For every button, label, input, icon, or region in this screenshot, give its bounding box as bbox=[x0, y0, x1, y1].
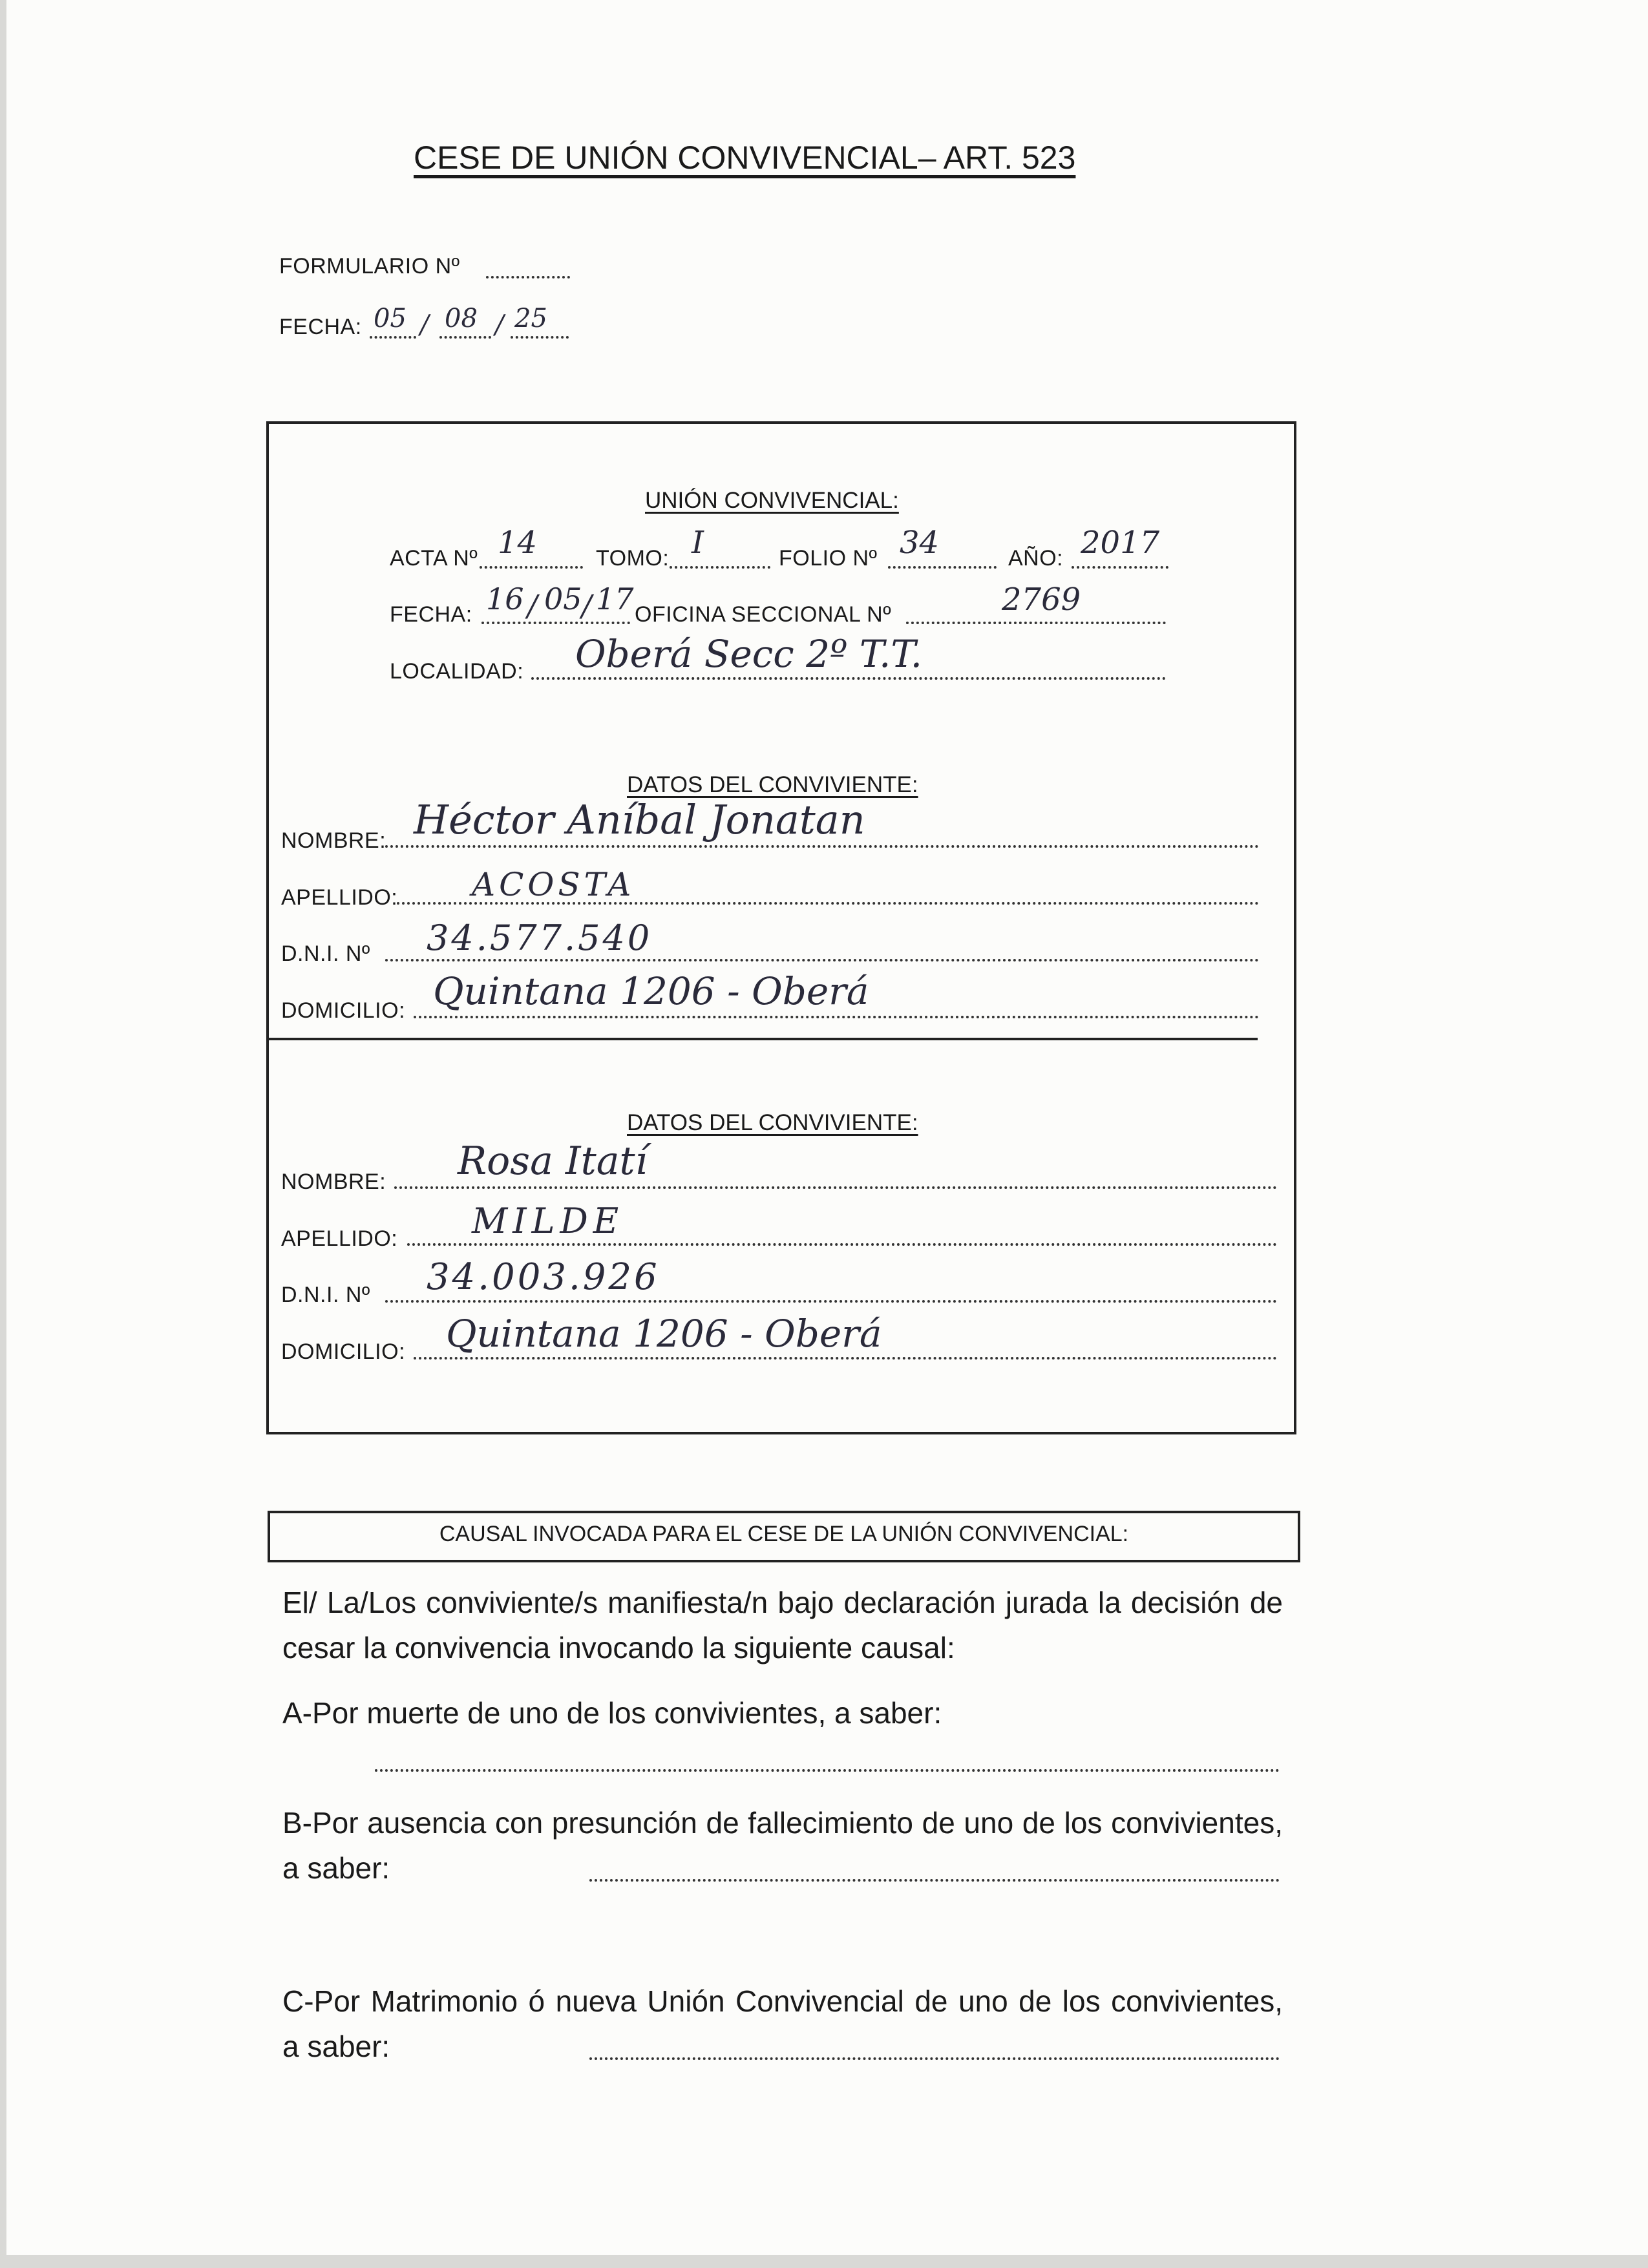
conviviente2-apellido-field[interactable] bbox=[407, 1243, 1277, 1246]
causal-option-c-text: C-Por Matrimonio ó nueva Unión Convivencial de uno de los convivientes, a saber: bbox=[282, 1984, 1283, 2063]
fecha-label: FECHA: bbox=[279, 315, 362, 339]
conviviente2-domicilio-value: Quintana 1206 - Oberá bbox=[446, 1312, 882, 1356]
formulario-field[interactable] bbox=[486, 276, 570, 278]
causal-option-c bbox=[282, 1979, 1283, 2069]
union-fecha-field[interactable] bbox=[481, 622, 630, 624]
fecha-month-field[interactable] bbox=[439, 336, 491, 339]
localidad-label: LOCALIDAD: bbox=[390, 659, 524, 684]
causal-option-a-field[interactable] bbox=[375, 1769, 1280, 1772]
page-edge-bottom bbox=[0, 2255, 1648, 2268]
folio-value: 34 bbox=[900, 525, 940, 561]
box-divider bbox=[269, 1038, 1258, 1040]
union-fecha-year: 17 bbox=[596, 582, 634, 616]
formulario-label: FORMULARIO Nº bbox=[279, 254, 460, 278]
anio-value: 2017 bbox=[1081, 525, 1160, 561]
conviviente1-dni-value: 34.577.540 bbox=[427, 918, 653, 958]
fecha-day-field[interactable] bbox=[370, 336, 416, 339]
acta-field[interactable] bbox=[480, 566, 583, 569]
conviviente2-nombre-field[interactable] bbox=[394, 1186, 1277, 1189]
conviviente2-domicilio-label: DOMICILIO: bbox=[281, 1339, 406, 1364]
union-heading: UNIÓN CONVIVENCIAL: bbox=[645, 488, 899, 513]
page-edge-left bbox=[0, 0, 6, 2268]
union-fecha-sep-1: / bbox=[527, 588, 538, 623]
conviviente2-heading: DATOS DEL CONVIVIENTE: bbox=[627, 1110, 918, 1135]
folio-field[interactable] bbox=[888, 566, 997, 569]
conviviente1-domicilio-value: Quintana 1206 - Oberá bbox=[433, 969, 869, 1013]
causal-option-b-field[interactable] bbox=[589, 1879, 1280, 1882]
conviviente1-dni-label: D.N.I. Nº bbox=[281, 941, 370, 966]
conviviente2-nombre-label: NOMBRE: bbox=[281, 1170, 386, 1194]
fecha-year-field[interactable] bbox=[511, 336, 569, 339]
tomo-field[interactable] bbox=[670, 566, 770, 569]
anio-field[interactable] bbox=[1072, 566, 1168, 569]
acta-label: ACTA Nº bbox=[390, 546, 478, 571]
localidad-value: Oberá Secc 2º T.T. bbox=[575, 632, 923, 676]
conviviente1-domicilio-field[interactable] bbox=[414, 1016, 1259, 1018]
conviviente1-apellido-value: ACOSTA bbox=[472, 866, 635, 903]
fecha-month: 08 bbox=[445, 304, 478, 333]
fecha-year: 25 bbox=[514, 304, 547, 333]
oficina-value: 2769 bbox=[1002, 582, 1081, 618]
conviviente1-domicilio-label: DOMICILIO: bbox=[281, 998, 406, 1023]
union-fecha-label: FECHA: bbox=[390, 602, 472, 627]
causal-option-b-text: B-Por ausencia con presunción de fallecimiento de uno de los convivientes, a saber: bbox=[282, 1806, 1283, 1885]
conviviente1-heading: DATOS DEL CONVIVIENTE: bbox=[627, 772, 918, 797]
tomo-label: TOMO: bbox=[596, 546, 670, 571]
fecha-sep-1: / bbox=[420, 310, 429, 340]
causal-option-a-text: A-Por muerte de uno de los convivientes, a saber: bbox=[282, 1696, 942, 1730]
conviviente1-apellido-label: APELLIDO: bbox=[281, 885, 398, 910]
fecha-day: 05 bbox=[374, 304, 407, 333]
tomo-value: I bbox=[692, 525, 704, 561]
causal-intro: El/ La/Los conviviente/s manifiesta/n bajo declaración jurada la decisión de cesar la convivencia invocando la siguiente causal: bbox=[282, 1586, 1283, 1664]
localidad-field[interactable] bbox=[531, 677, 1166, 680]
conviviente2-dni-field[interactable] bbox=[385, 1300, 1277, 1303]
causal-option-a bbox=[282, 1690, 1283, 1736]
conviviente1-dni-field[interactable] bbox=[385, 959, 1259, 961]
union-fecha-sep-2: / bbox=[582, 588, 592, 623]
conviviente1-nombre-value: Héctor Aníbal Jonatan bbox=[414, 796, 865, 843]
union-fecha-day: 16 bbox=[486, 582, 524, 616]
conviviente2-dni-value: 34.003.926 bbox=[427, 1256, 660, 1298]
conviviente1-nombre-field[interactable] bbox=[385, 845, 1259, 848]
conviviente2-apellido-value: MILDE bbox=[472, 1201, 624, 1241]
anio-label: AÑO: bbox=[1008, 546, 1064, 571]
conviviente2-nombre-value: Rosa Itatí bbox=[458, 1139, 648, 1184]
union-fecha-month: 05 bbox=[544, 582, 582, 616]
union-data-box bbox=[266, 421, 1296, 1434]
oficina-field[interactable] bbox=[906, 622, 1166, 624]
conviviente1-apellido-field[interactable] bbox=[397, 902, 1259, 905]
conviviente2-domicilio-field[interactable] bbox=[414, 1357, 1277, 1360]
acta-value: 14 bbox=[498, 525, 538, 561]
causal-option-c-field[interactable] bbox=[589, 2057, 1280, 2060]
conviviente2-apellido-label: APELLIDO: bbox=[281, 1226, 398, 1251]
conviviente2-dni-label: D.N.I. Nº bbox=[281, 1283, 370, 1307]
page-title: CESE DE UNIÓN CONVIVENCIAL– ART. 523 bbox=[414, 140, 1076, 176]
oficina-label: OFICINA SECCIONAL Nº bbox=[635, 602, 892, 627]
causal-option-b bbox=[282, 1800, 1283, 1891]
fecha-sep-2: / bbox=[495, 310, 504, 340]
folio-label: FOLIO Nº bbox=[779, 546, 878, 571]
causal-heading: CAUSAL INVOCADA PARA EL CESE DE LA UNIÓN CONVIVENCIAL: bbox=[439, 1522, 1129, 1546]
conviviente1-nombre-label: NOMBRE: bbox=[281, 828, 386, 853]
